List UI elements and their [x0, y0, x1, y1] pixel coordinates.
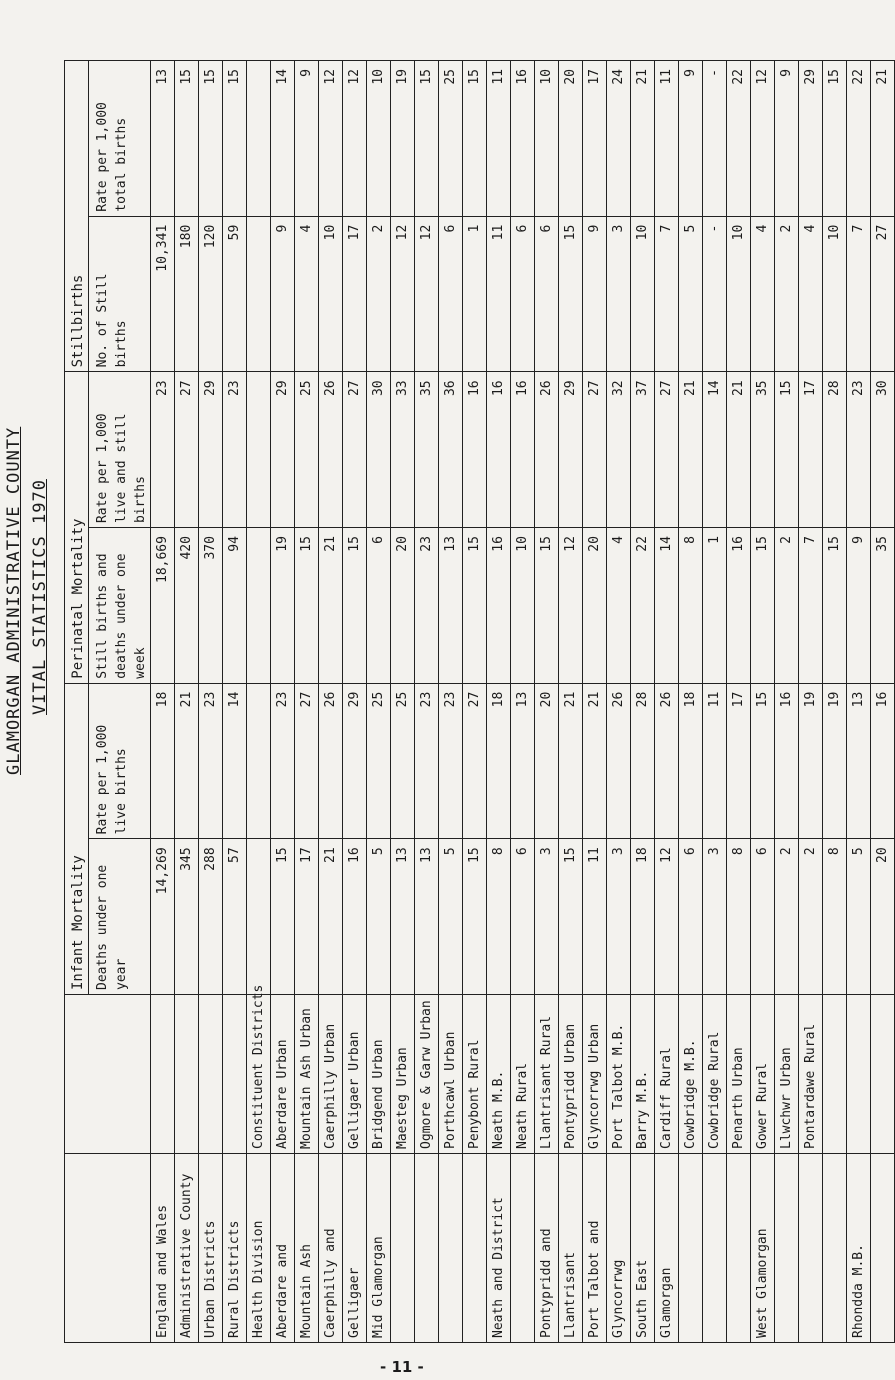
perinatal-count-cell: 15 [463, 528, 487, 684]
perinatal-rate-cell [247, 372, 271, 528]
perinatal-rate-cell: 29 [271, 372, 295, 528]
perinatal-count-cell: 94 [223, 528, 247, 684]
deaths-cell: 18 [631, 839, 655, 995]
perinatal-count-header: Still births and deaths under one week [89, 528, 151, 684]
deaths-cell: 3 [607, 839, 631, 995]
perinatal-count-cell: 15 [535, 528, 559, 684]
constituent-cell: Bridgend Urban [367, 995, 391, 1154]
perinatal-count-cell: 2 [775, 528, 799, 684]
area-cell: Rhondda M.B. [847, 1154, 871, 1343]
still-rate-cell: 15 [823, 61, 847, 217]
constituent-cell: Mountain Ash Urban [295, 995, 319, 1154]
deaths-cell: 2 [775, 839, 799, 995]
constituent-cell: Pontardawe Rural [799, 995, 823, 1154]
perinatal-count-cell: 370 [199, 528, 223, 684]
constituent-cell [871, 995, 895, 1154]
infant-rate-cell: 26 [319, 683, 343, 839]
table-row [607, 61, 631, 1343]
still-rate-cell: 25 [439, 61, 463, 217]
infant-rate-cell: 14 [223, 683, 247, 839]
infant-rate-cell: 11 [703, 683, 727, 839]
table-row [847, 61, 871, 1343]
infant-rate-cell [247, 683, 271, 839]
still-births-cell: 2 [367, 216, 391, 372]
deaths-cell: 5 [367, 839, 391, 995]
perinatal-rate-cell: 30 [871, 372, 895, 528]
still-rate-cell: 13 [151, 61, 175, 217]
perinatal-mortality-header: Perinatal Mortality [65, 372, 89, 683]
area-cell [703, 1154, 727, 1343]
still-rate-cell: 21 [871, 61, 895, 217]
infant-rate-cell: 20 [535, 683, 559, 839]
area-cell: Glamorgan [655, 1154, 679, 1343]
still-births-cell: 9 [271, 216, 295, 372]
table-row [319, 61, 343, 1343]
perinatal-count-cell: 1 [703, 528, 727, 684]
perinatal-rate-cell: 23 [151, 372, 175, 528]
table-row [775, 61, 799, 1343]
area-cell: Glyncorrwg [607, 1154, 631, 1343]
still-rate-cell: 9 [775, 61, 799, 217]
area-cell [823, 1154, 847, 1343]
deaths-cell: 21 [319, 839, 343, 995]
infant-rate-cell: 23 [415, 683, 439, 839]
perinatal-count-cell: 15 [295, 528, 319, 684]
still-births-cell: 180 [175, 216, 199, 372]
table-row [583, 61, 607, 1343]
area-cell: Administrative County [175, 1154, 199, 1343]
area-header [65, 1154, 151, 1343]
perinatal-rate-cell: 29 [199, 372, 223, 528]
still-rate-cell: 15 [415, 61, 439, 217]
still-rate-cell: 12 [343, 61, 367, 217]
perinatal-rate-cell: 26 [319, 372, 343, 528]
page-title: GLAMORGAN ADMINISTRATIVE COUNTY [4, 426, 24, 775]
infant-rate-cell: 23 [439, 683, 463, 839]
constituent-header [65, 995, 151, 1154]
constituent-cell [175, 995, 199, 1154]
still-births-cell: 12 [391, 216, 415, 372]
still-births-cell: 1 [463, 216, 487, 372]
area-cell [439, 1154, 463, 1343]
constituent-cell: Llwchwr Urban [775, 995, 799, 1154]
still-births-cell: 15 [559, 216, 583, 372]
still-rate-cell: 22 [847, 61, 871, 217]
perinatal-count-cell: 10 [511, 528, 535, 684]
constituent-cell: Gower Rural [751, 995, 775, 1154]
deaths-cell: 15 [463, 839, 487, 995]
table-row [655, 61, 679, 1343]
infant-rate-cell: 13 [847, 683, 871, 839]
perinatal-count-cell: 420 [175, 528, 199, 684]
infant-rate-cell: 18 [679, 683, 703, 839]
table-row [679, 61, 703, 1343]
vital-statistics-table [64, 60, 890, 1343]
area-cell: Port Talbot and [583, 1154, 607, 1343]
perinatal-rate-cell: 16 [463, 372, 487, 528]
deaths-cell: 8 [487, 839, 511, 995]
perinatal-rate-cell: 21 [727, 372, 751, 528]
constituent-cell [151, 995, 175, 1154]
deaths-cell: 15 [559, 839, 583, 995]
still-rate-cell: 10 [367, 61, 391, 217]
page-subtitle: VITAL STATISTICS 1970 [30, 479, 50, 715]
area-cell [775, 1154, 799, 1343]
perinatal-count-cell: 22 [631, 528, 655, 684]
deaths-cell: 57 [223, 839, 247, 995]
constituent-cell [847, 995, 871, 1154]
still-rate-cell: 11 [487, 61, 511, 217]
constituent-cell: Aberdare Urban [271, 995, 295, 1154]
deaths-cell: 13 [415, 839, 439, 995]
still-births-cell: 4 [799, 216, 823, 372]
still-births-cell: 7 [655, 216, 679, 372]
perinatal-count-cell: 16 [727, 528, 751, 684]
deaths-cell: 2 [799, 839, 823, 995]
area-cell: Health Division [247, 1154, 271, 1343]
still-rate-cell: 17 [583, 61, 607, 217]
infant-rate-cell: 23 [271, 683, 295, 839]
perinatal-rate-cell: 25 [295, 372, 319, 528]
deaths-cell: 8 [727, 839, 751, 995]
still-rate-cell: - [703, 61, 727, 217]
perinatal-rate-cell: 27 [583, 372, 607, 528]
area-cell: Pontypridd and [535, 1154, 559, 1343]
table-row [631, 61, 655, 1343]
infant-rate-cell: 28 [631, 683, 655, 839]
perinatal-rate-cell: 35 [751, 372, 775, 528]
perinatal-count-cell: 9 [847, 528, 871, 684]
still-rate-cell: 15 [223, 61, 247, 217]
table-row [751, 61, 775, 1343]
area-cell: England and Wales [151, 1154, 175, 1343]
area-cell [391, 1154, 415, 1343]
perinatal-rate-cell: 15 [775, 372, 799, 528]
infant-mortality-header: Infant Mortality [65, 683, 89, 994]
perinatal-rate-cell: 16 [487, 372, 511, 528]
area-cell [871, 1154, 895, 1343]
still-rate-cell [247, 61, 271, 217]
area-cell: Caerphilly and [319, 1154, 343, 1343]
infant-rate-cell: 15 [751, 683, 775, 839]
still-births-cell: 5 [679, 216, 703, 372]
constituent-cell: Cowbridge M.B. [679, 995, 703, 1154]
still-rate-cell: 12 [751, 61, 775, 217]
perinatal-count-cell: 16 [487, 528, 511, 684]
area-cell: Aberdare and [271, 1154, 295, 1343]
infant-rate-cell: 23 [199, 683, 223, 839]
still-rate-cell: 12 [319, 61, 343, 217]
perinatal-count-cell: 21 [319, 528, 343, 684]
deaths-cell: 5 [847, 839, 871, 995]
deaths-cell: 5 [439, 839, 463, 995]
deaths-under-one-header: Deaths under one year [89, 839, 151, 995]
area-cell [799, 1154, 823, 1343]
table-row [799, 61, 823, 1343]
area-cell [679, 1154, 703, 1343]
area-cell: South East [631, 1154, 655, 1343]
perinatal-rate-cell: 14 [703, 372, 727, 528]
table-row [439, 61, 463, 1343]
infant-rate-cell: 27 [295, 683, 319, 839]
perinatal-count-cell: 19 [271, 528, 295, 684]
perinatal-count-cell [247, 528, 271, 684]
still-births-cell: 10 [823, 216, 847, 372]
constituent-cell: Porthcawl Urban [439, 995, 463, 1154]
perinatal-count-cell: 15 [823, 528, 847, 684]
perinatal-rate-cell: 28 [823, 372, 847, 528]
still-births-cell: - [703, 216, 727, 372]
still-births-cell: 10,341 [151, 216, 175, 372]
table-row [223, 61, 247, 1343]
infant-rate-cell: 21 [175, 683, 199, 839]
data-table [64, 60, 895, 1343]
still-rate-cell: 15 [199, 61, 223, 217]
still-births-cell: 7 [847, 216, 871, 372]
area-cell: Rural Districts [223, 1154, 247, 1343]
constituent-cell: Cowbridge Rural [703, 995, 727, 1154]
perinatal-rate-cell: 32 [607, 372, 631, 528]
table-row [271, 61, 295, 1343]
perinatal-count-cell: 14 [655, 528, 679, 684]
deaths-cell: 6 [679, 839, 703, 995]
perinatal-count-cell: 18,669 [151, 528, 175, 684]
table-row [559, 61, 583, 1343]
still-births-cell: 6 [439, 216, 463, 372]
still-rate-cell: 9 [679, 61, 703, 217]
deaths-cell: 288 [199, 839, 223, 995]
infant-rate-cell: 17 [727, 683, 751, 839]
infant-rate-cell: 25 [367, 683, 391, 839]
table-row [343, 61, 367, 1343]
still-births-cell: 10 [319, 216, 343, 372]
perinatal-rate-cell: 27 [175, 372, 199, 528]
still-rate-cell: 14 [271, 61, 295, 217]
deaths-cell: 345 [175, 839, 199, 995]
still-births-header: No. of Still births [89, 216, 151, 372]
perinatal-count-cell: 7 [799, 528, 823, 684]
constituent-cell: Caerphilly Urban [319, 995, 343, 1154]
constituent-cell: Glyncorrwg Urban [583, 995, 607, 1154]
perinatal-count-cell: 12 [559, 528, 583, 684]
still-rate-cell: 20 [559, 61, 583, 217]
constituent-cell: Barry M.B. [631, 995, 655, 1154]
infant-rate-cell: 18 [487, 683, 511, 839]
perinatal-rate-cell: 26 [535, 372, 559, 528]
still-births-cell: 9 [583, 216, 607, 372]
table-row [871, 61, 895, 1343]
still-births-cell: 4 [751, 216, 775, 372]
page-number: - 11 - [380, 1358, 424, 1376]
constituent-cell [199, 995, 223, 1154]
infant-rate-cell: 27 [463, 683, 487, 839]
infant-rate-cell: 19 [823, 683, 847, 839]
infant-rate-cell: 25 [391, 683, 415, 839]
still-births-cell: 4 [295, 216, 319, 372]
perinatal-rate-cell: 29 [559, 372, 583, 528]
deaths-cell: 12 [655, 839, 679, 995]
still-births-cell: 10 [727, 216, 751, 372]
still-births-cell: 6 [511, 216, 535, 372]
still-rate-cell: 15 [175, 61, 199, 217]
infant-rate-cell: 18 [151, 683, 175, 839]
infant-rate-cell: 13 [511, 683, 535, 839]
stillbirths-header: Stillbirths [65, 61, 89, 372]
constituent-cell: Penybont Rural [463, 995, 487, 1154]
still-births-cell: 59 [223, 216, 247, 372]
still-rate-header: Rate per 1,000 total births [89, 61, 151, 217]
still-rate-cell: 9 [295, 61, 319, 217]
area-cell [415, 1154, 439, 1343]
area-cell: Llantrisant [559, 1154, 583, 1343]
still-births-cell: 10 [631, 216, 655, 372]
table-row [151, 61, 175, 1343]
table-row [199, 61, 223, 1343]
still-births-cell: 11 [487, 216, 511, 372]
perinatal-rate-cell: 30 [367, 372, 391, 528]
table-row [535, 61, 559, 1343]
perinatal-count-cell: 23 [415, 528, 439, 684]
perinatal-count-cell: 13 [439, 528, 463, 684]
deaths-cell: 3 [703, 839, 727, 995]
perinatal-rate-cell: 27 [655, 372, 679, 528]
perinatal-rate-cell: 27 [343, 372, 367, 528]
perinatal-count-cell: 20 [583, 528, 607, 684]
deaths-cell: 13 [391, 839, 415, 995]
infant-rate-cell: 16 [871, 683, 895, 839]
infant-rate-cell: 26 [655, 683, 679, 839]
still-births-cell: 6 [535, 216, 559, 372]
deaths-cell: 3 [535, 839, 559, 995]
infant-rate-cell: 26 [607, 683, 631, 839]
perinatal-count-cell: 4 [607, 528, 631, 684]
constituent-cell [223, 995, 247, 1154]
infant-rate-cell: 29 [343, 683, 367, 839]
deaths-cell: 16 [343, 839, 367, 995]
constituent-cell: Penarth Urban [727, 995, 751, 1154]
still-rate-cell: 19 [391, 61, 415, 217]
constituent-cell: Pontypridd Urban [559, 995, 583, 1154]
still-births-cell: 2 [775, 216, 799, 372]
still-births-cell: 12 [415, 216, 439, 372]
perinatal-count-cell: 35 [871, 528, 895, 684]
perinatal-rate-cell: 33 [391, 372, 415, 528]
table-body [151, 61, 895, 1343]
deaths-cell: 6 [751, 839, 775, 995]
perinatal-rate-cell: 36 [439, 372, 463, 528]
area-cell: Mid Glamorgan [367, 1154, 391, 1343]
table-row [463, 61, 487, 1343]
deaths-cell: 11 [583, 839, 607, 995]
perinatal-rate-cell: 23 [847, 372, 871, 528]
table-row [823, 61, 847, 1343]
perinatal-count-cell: 6 [367, 528, 391, 684]
perinatal-count-cell: 20 [391, 528, 415, 684]
perinatal-rate-cell: 23 [223, 372, 247, 528]
deaths-cell [247, 839, 271, 995]
constituent-cell: Neath M.B. [487, 995, 511, 1154]
infant-rate-cell: 21 [583, 683, 607, 839]
perinatal-rate-cell: 37 [631, 372, 655, 528]
still-rate-cell: 11 [655, 61, 679, 217]
page-titles [0, 0, 60, 1380]
table-row [367, 61, 391, 1343]
constituent-cell: Maesteg Urban [391, 995, 415, 1154]
deaths-cell: 17 [295, 839, 319, 995]
deaths-cell: 15 [271, 839, 295, 995]
area-cell [463, 1154, 487, 1343]
deaths-cell: 14,269 [151, 839, 175, 995]
table-row [415, 61, 439, 1343]
table-row [487, 61, 511, 1343]
still-rate-cell: 24 [607, 61, 631, 217]
infant-rate-cell: 16 [775, 683, 799, 839]
perinatal-rate-cell: 17 [799, 372, 823, 528]
area-cell: Neath and District [487, 1154, 511, 1343]
table-row [703, 61, 727, 1343]
still-rate-cell: 15 [463, 61, 487, 217]
infant-rate-header: Rate per 1,000 live births [89, 683, 151, 839]
constituent-cell: Constituent Districts [247, 995, 271, 1154]
table-row [175, 61, 199, 1343]
still-births-cell: 120 [199, 216, 223, 372]
still-rate-cell: 10 [535, 61, 559, 217]
area-cell [511, 1154, 535, 1343]
area-cell: West Glamorgan [751, 1154, 775, 1343]
constituent-cell: Gelligaer Urban [343, 995, 367, 1154]
area-cell [727, 1154, 751, 1343]
constituent-cell: Llantrisant Rural [535, 995, 559, 1154]
perinatal-rate-cell: 21 [679, 372, 703, 528]
still-births-cell: 27 [871, 216, 895, 372]
table-row [247, 61, 271, 1343]
perinatal-count-cell: 15 [343, 528, 367, 684]
perinatal-count-cell: 8 [679, 528, 703, 684]
area-cell: Mountain Ash [295, 1154, 319, 1343]
still-rate-cell: 16 [511, 61, 535, 217]
constituent-cell [823, 995, 847, 1154]
still-births-cell: 3 [607, 216, 631, 372]
constituent-cell: Port Talbot M.B. [607, 995, 631, 1154]
table-row [391, 61, 415, 1343]
constituent-cell: Ogmore & Garw Urban [415, 995, 439, 1154]
perinatal-rate-cell: 16 [511, 372, 535, 528]
still-births-cell: 17 [343, 216, 367, 372]
perinatal-rate-header: Rate per 1,000 live and still births [89, 372, 151, 528]
constituent-cell: Cardiff Rural [655, 995, 679, 1154]
area-cell: Urban Districts [199, 1154, 223, 1343]
table-row [295, 61, 319, 1343]
group-header-row [65, 61, 89, 1343]
perinatal-rate-cell: 35 [415, 372, 439, 528]
still-rate-cell: 22 [727, 61, 751, 217]
deaths-cell: 20 [871, 839, 895, 995]
still-births-cell [247, 216, 271, 372]
deaths-cell: 8 [823, 839, 847, 995]
table-row [511, 61, 535, 1343]
constituent-cell: Neath Rural [511, 995, 535, 1154]
infant-rate-cell: 21 [559, 683, 583, 839]
perinatal-count-cell: 15 [751, 528, 775, 684]
area-cell: Gelligaer [343, 1154, 367, 1343]
deaths-cell: 6 [511, 839, 535, 995]
infant-rate-cell: 19 [799, 683, 823, 839]
still-rate-cell: 21 [631, 61, 655, 217]
still-rate-cell: 29 [799, 61, 823, 217]
table-row [727, 61, 751, 1343]
